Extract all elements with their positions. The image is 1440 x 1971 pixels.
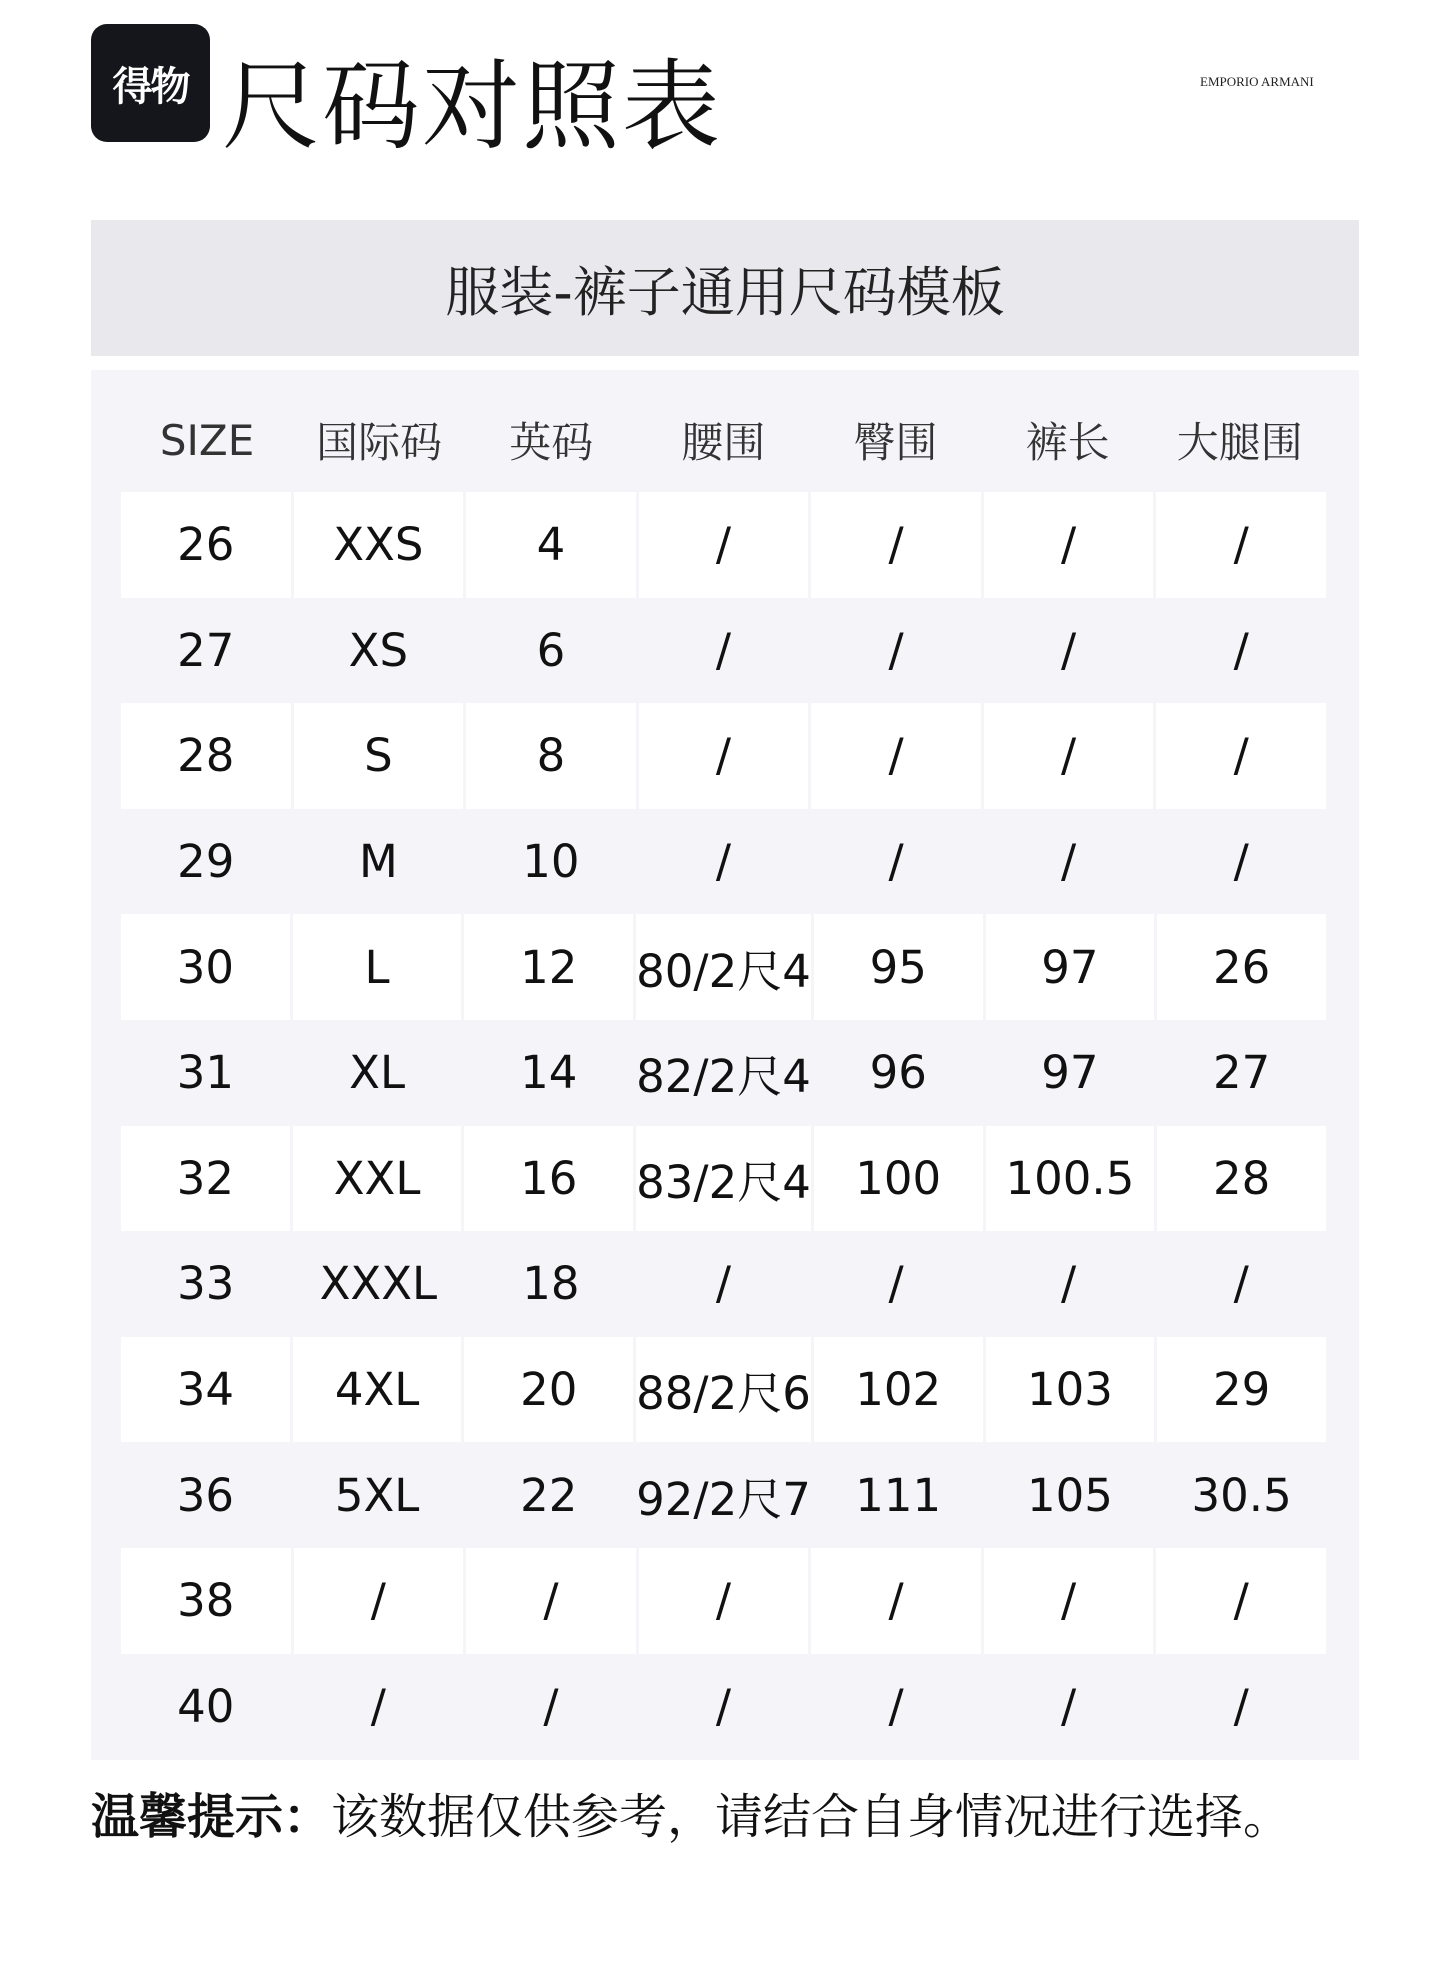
table-cell: 83/2尺4 — [636, 1126, 811, 1232]
table-cell: 82/2尺4 — [636, 1050, 811, 1104]
table-cell: / — [984, 1548, 1154, 1654]
table-cell: / — [1156, 703, 1326, 809]
tip-note — [91, 1778, 1291, 1847]
table-cell: 26 — [121, 492, 291, 598]
table-cell: 36 — [176, 1468, 234, 1522]
table-cell: / — [715, 1679, 732, 1733]
table-row — [121, 809, 1326, 915]
table-cell: 4 — [466, 492, 636, 598]
table-cell: 31 — [176, 1046, 234, 1100]
table-cell: 97 — [986, 914, 1155, 1020]
table-row — [121, 598, 1326, 704]
table-cell: / — [888, 835, 904, 889]
table-cell: 16 — [464, 1126, 633, 1232]
table-row — [121, 1231, 1326, 1337]
table-cell: / — [984, 492, 1154, 598]
table-cell: / — [888, 1257, 904, 1311]
table-body — [121, 492, 1326, 1759]
table-cell: 96 — [869, 1046, 927, 1100]
size-table — [91, 370, 1359, 1760]
table-row — [121, 1654, 1326, 1760]
table-cell: 28 — [121, 703, 291, 809]
tip-text: 该数据仅供参考，请结合自身情况进行选择。 — [331, 1789, 1292, 1845]
table-cell: 14 — [520, 1046, 578, 1100]
table-cell: / — [984, 703, 1154, 809]
table-cell: 40 — [177, 1679, 235, 1733]
table-cell: / — [1156, 492, 1326, 598]
table-cell: / — [811, 492, 981, 598]
table-cell: 28 — [1157, 1126, 1326, 1232]
col-header-length: 裤长 — [1025, 418, 1110, 467]
table-cell: 102 — [814, 1337, 983, 1443]
table-cell: 10 — [522, 835, 580, 889]
table-cell: 97 — [1041, 1046, 1099, 1100]
table-cell: / — [888, 1679, 904, 1733]
table-cell: XXS — [294, 492, 464, 598]
table-cell: 95 — [814, 914, 983, 1020]
table-cell: / — [1061, 1257, 1077, 1311]
page-header — [0, 0, 1440, 190]
brand-logo: EMPORIO ARMANI — [1200, 74, 1314, 89]
table-cell: 34 — [121, 1337, 290, 1443]
table-cell: 29 — [177, 835, 235, 889]
table-cell: / — [715, 623, 732, 677]
table-row — [121, 1548, 1326, 1654]
table-cell: / — [811, 1548, 981, 1654]
col-header-intl: 国际码 — [316, 418, 443, 467]
table-cell: / — [1233, 1679, 1249, 1733]
table-cell: / — [543, 1679, 559, 1733]
table-row — [121, 492, 1326, 598]
table-cell: XL — [349, 1046, 406, 1100]
table-cell: 100 — [814, 1126, 983, 1232]
table-cell: / — [1233, 623, 1249, 677]
table-cell: 22 — [520, 1468, 578, 1522]
table-cell: 111 — [855, 1468, 942, 1522]
table-cell: 100.5 — [986, 1126, 1155, 1232]
table-cell: 27 — [177, 623, 235, 677]
table-cell: S — [294, 703, 464, 809]
table-cell: 6 — [536, 623, 566, 677]
table-row — [121, 1442, 1326, 1548]
table-cell: / — [466, 1548, 636, 1654]
table-header-row — [121, 400, 1326, 480]
table-cell: 8 — [466, 703, 636, 809]
table-cell: / — [370, 1679, 386, 1733]
table-cell: 92/2尺7 — [636, 1472, 811, 1526]
table-cell: / — [888, 623, 904, 677]
table-cell: 29 — [1157, 1337, 1326, 1443]
table-cell: 33 — [177, 1257, 235, 1311]
table-cell: XXL — [293, 1126, 462, 1232]
table-cell: XXXL — [319, 1257, 438, 1311]
table-cell: 38 — [121, 1548, 291, 1654]
tip-label: 温馨提示： — [91, 1789, 332, 1845]
col-header-uk: 英码 — [509, 418, 594, 467]
table-cell: / — [1233, 1257, 1249, 1311]
table-cell: / — [1061, 835, 1077, 889]
table-cell: 32 — [121, 1126, 290, 1232]
table-cell: 4XL — [293, 1337, 462, 1443]
col-header-thigh: 大腿围 — [1176, 418, 1303, 467]
table-cell: / — [1233, 835, 1249, 889]
table-cell: / — [715, 1257, 732, 1311]
col-header-size: SIZE — [159, 415, 255, 465]
table-banner: 服装-裤子通用尺码模板 — [91, 220, 1359, 356]
table-cell: / — [1061, 623, 1077, 677]
table-cell: 103 — [986, 1337, 1155, 1443]
table-cell: 30 — [121, 914, 290, 1020]
col-header-hip: 臀围 — [853, 418, 938, 467]
table-row — [121, 1337, 1326, 1443]
table-cell: M — [358, 835, 398, 889]
table-cell: / — [294, 1548, 464, 1654]
table-cell: 30.5 — [1191, 1468, 1292, 1522]
table-cell: / — [715, 835, 732, 889]
table-cell: XS — [348, 623, 409, 677]
table-cell: / — [639, 492, 809, 598]
table-cell: L — [293, 914, 462, 1020]
table-cell: 80/2尺4 — [636, 914, 811, 1020]
table-row — [121, 703, 1326, 809]
table-cell: / — [1156, 1548, 1326, 1654]
table-cell: / — [639, 1548, 809, 1654]
table-row — [121, 1020, 1326, 1126]
table-cell: / — [811, 703, 981, 809]
table-cell: 27 — [1213, 1046, 1271, 1100]
table-cell: / — [1061, 1679, 1077, 1733]
col-header-waist: 腰围 — [681, 418, 766, 467]
table-cell: 88/2尺6 — [636, 1337, 811, 1443]
page-title: 尺码对照表 — [222, 50, 723, 164]
dewu-logo: 得物 — [91, 24, 210, 142]
table-cell: 18 — [522, 1257, 580, 1311]
table-row — [121, 1126, 1326, 1232]
table-cell: 105 — [1026, 1468, 1113, 1522]
table-cell: 26 — [1157, 914, 1326, 1020]
table-row — [121, 914, 1326, 1020]
table-cell: 5XL — [334, 1468, 420, 1522]
table-cell: 12 — [464, 914, 633, 1020]
table-cell: 20 — [464, 1337, 633, 1443]
table-cell: / — [639, 703, 809, 809]
